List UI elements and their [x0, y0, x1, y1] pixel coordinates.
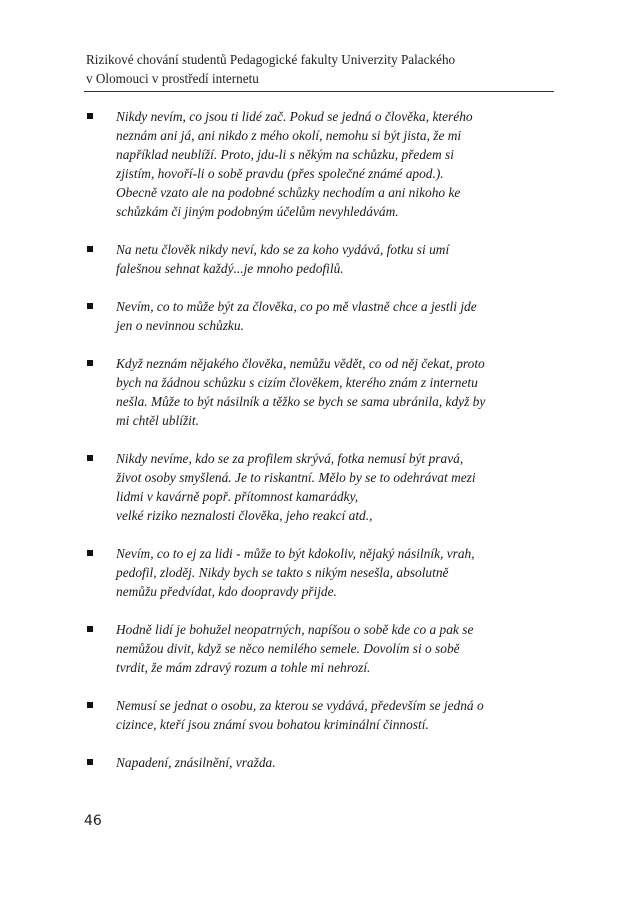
- list-item-text: Nemusí se jednat o osobu, za kterou se vydává, především se jedná o cizince, kteří jsou známí svou bohatou kriminální činností.: [116, 698, 484, 732]
- quote-list: [84, 107, 554, 791]
- square-bullet-icon: [87, 626, 93, 632]
- running-header: [86, 50, 554, 88]
- running-header-line-2: v Olomouci v prostředí internetu: [86, 71, 259, 86]
- list-item: [84, 240, 554, 278]
- list-item: [84, 753, 554, 772]
- page-number: 46: [84, 813, 102, 829]
- list-item-text: Na netu člověk nikdy neví, kdo se za koho vydává, fotku si umí falešnou sehnat každý...je mnoho pedofilů.: [116, 242, 450, 276]
- list-item: [84, 354, 554, 430]
- header-divider: [84, 91, 554, 92]
- list-item: [84, 696, 554, 734]
- list-item: [84, 620, 554, 677]
- list-item-text: Nikdy nevíme, kdo se za profilem skrývá, fotka nemusí být pravá, život osoby smyšlená. Je to riskantní. Mělo by se to odehrávat mezi lidmi v kavárně popř. přítomnost kamarádky, velké riziko neznalosti člověka, jeho reakcí atd.,: [116, 451, 476, 523]
- square-bullet-icon: [87, 113, 93, 119]
- list-item: [84, 449, 554, 525]
- list-item: [84, 297, 554, 335]
- list-item: [84, 544, 554, 601]
- square-bullet-icon: [87, 759, 93, 765]
- list-item-text: Když neznám nějakého člověka, nemůžu vědět, co od něj čekat, proto bych na žádnou schůzku s cizím člověkem, kterého znám z internetu nešla. Může to být násilník a těžko se bych se sama ubránila, když by mi chtěl ublížit.: [116, 356, 486, 428]
- list-item-text: Nikdy nevím, co jsou ti lidé zač. Pokud se jedná o člověka, kterého neznám ani já, ani nikdo z mého okolí, nemohu si být jista, že mi například neublíží. Proto, jdu-li s někým na schůzku, předem si zjistím, hovoří-li o sobě pravdu (přes společné známé apod.). Obecně vzato ale na podobné schůzky nechodím a ani nikoho ke schůzkám či jiným podobným účelům nevyhledávám.: [116, 109, 473, 219]
- list-item-text: Hodně lidí je bohužel neopatrných, napíšou o sobě kde co a pak se nemůžou divit, když se něco nemilého semele. Dovolím si o sobě tvrdit, že mám zdravý rozum a tohle mi nehrozí.: [116, 622, 474, 675]
- square-bullet-icon: [87, 455, 93, 461]
- square-bullet-icon: [87, 550, 93, 556]
- list-item-text: Nevím, co to ej za lidi - může to být kdokoliv, nějaký násilník, vrah, pedofil, zloděj. Nikdy bych se takto s nikým nesešla, absolutně nemůžu předvídat, kdo doopravdy přijde.: [116, 546, 475, 599]
- square-bullet-icon: [87, 246, 93, 252]
- list-item: [84, 107, 554, 221]
- list-item-text: Napadení, znásilnění, vražda.: [116, 755, 276, 770]
- running-header-line-1: Rizikové chování studentů Pedagogické fakulty Univerzity Palackého: [86, 52, 456, 67]
- list-item-text: Nevím, co to může být za člověka, co po mě vlastně chce a jestli jde jen o nevinnou schůzku.: [116, 299, 477, 333]
- square-bullet-icon: [87, 360, 93, 366]
- square-bullet-icon: [87, 702, 93, 708]
- square-bullet-icon: [87, 303, 93, 309]
